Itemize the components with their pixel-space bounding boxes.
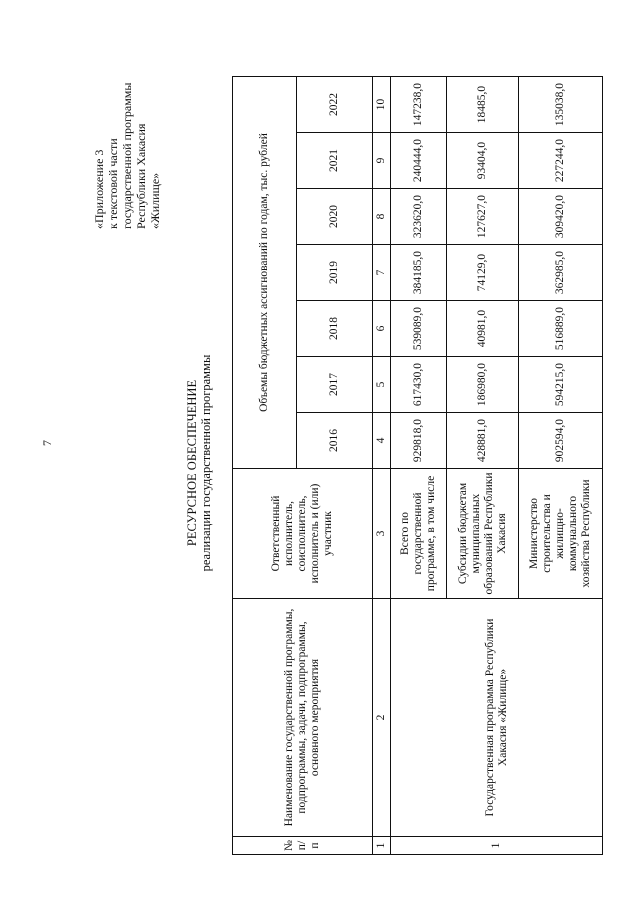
column-number-row	[373, 77, 391, 855]
value-cell: 147238,0	[391, 77, 447, 133]
value-cell: 93404,0	[447, 133, 519, 189]
column-number: 1	[373, 837, 391, 855]
header-name: Наименование государственной программы, подпрограммы, задачи, подпрограммы, основного мероприятия	[233, 599, 373, 837]
value-cell: 127627,0	[447, 189, 519, 245]
column-number: 2	[373, 599, 391, 837]
header-year: 2019	[297, 245, 373, 301]
header-num: № п/п	[233, 837, 373, 855]
value-cell: 309420,0	[519, 189, 603, 245]
program-number: 1	[391, 837, 603, 855]
value-cell: 227244,0	[519, 133, 603, 189]
column-number: 10	[373, 77, 391, 133]
header-year: 2021	[297, 133, 373, 189]
value-cell: 428881,0	[447, 413, 519, 469]
value-cell: 594215,0	[519, 357, 603, 413]
header-year: 2022	[297, 77, 373, 133]
value-cell: 240444,0	[391, 133, 447, 189]
resource-table	[232, 76, 603, 855]
header-row	[233, 77, 297, 855]
value-cell: 323620,0	[391, 189, 447, 245]
column-number: 3	[373, 469, 391, 599]
document-title: РЕСУРСНОЕ ОБЕСПЕЧЕНИЕ	[185, 379, 199, 547]
column-number: 9	[373, 133, 391, 189]
row-executor: Всего по государственной программе, в том числе	[391, 469, 447, 599]
value-cell: 362985,0	[519, 245, 603, 301]
value-cell: 40981,0	[447, 301, 519, 357]
row-executor: Министерство строительства и жилищно-коммунального хозяйства Республики	[519, 469, 603, 599]
column-number: 8	[373, 189, 391, 245]
header-year: 2017	[297, 357, 373, 413]
value-cell: 74129,0	[447, 245, 519, 301]
value-cell: 135038,0	[519, 77, 603, 133]
value-cell: 902594,0	[519, 413, 603, 469]
appendix-note	[92, 83, 162, 229]
column-number: 5	[373, 357, 391, 413]
value-cell: 18485,0	[447, 77, 519, 133]
value-cell: 384185,0	[391, 245, 447, 301]
appendix-line: к текстовой части	[106, 138, 120, 229]
column-number: 6	[373, 301, 391, 357]
header-executor: Ответственный исполнитель, соисполнитель, исполнитель и (или) участник	[233, 469, 373, 599]
document-subtitle: реализации государственной программы	[199, 354, 213, 572]
header-year: 2018	[297, 301, 373, 357]
header-volumes: Объемы бюджетных ассигнований по годам, тыс. рублей	[233, 77, 297, 469]
header-year: 2016	[297, 413, 373, 469]
page-number: 7	[40, 440, 54, 446]
value-cell: 186980,0	[447, 357, 519, 413]
value-cell: 516889,0	[519, 301, 603, 357]
appendix-line: «Жилище»	[148, 172, 162, 229]
program-name: Государственная программа Республики Хакасия «Жилище»	[391, 599, 603, 837]
value-cell: 617430,0	[391, 357, 447, 413]
column-number: 7	[373, 245, 391, 301]
value-cell: 539089,0	[391, 301, 447, 357]
row-executor: Субсидии бюджетам муниципальных образований Республики Хакасия	[447, 469, 519, 599]
appendix-line: Республики Хакасия	[134, 123, 148, 229]
table-row	[391, 77, 447, 855]
appendix-line: «Приложение 3	[92, 149, 106, 229]
appendix-line: государственной программы	[120, 82, 134, 229]
value-cell: 929818,0	[391, 413, 447, 469]
column-number: 4	[373, 413, 391, 469]
header-year: 2020	[297, 189, 373, 245]
